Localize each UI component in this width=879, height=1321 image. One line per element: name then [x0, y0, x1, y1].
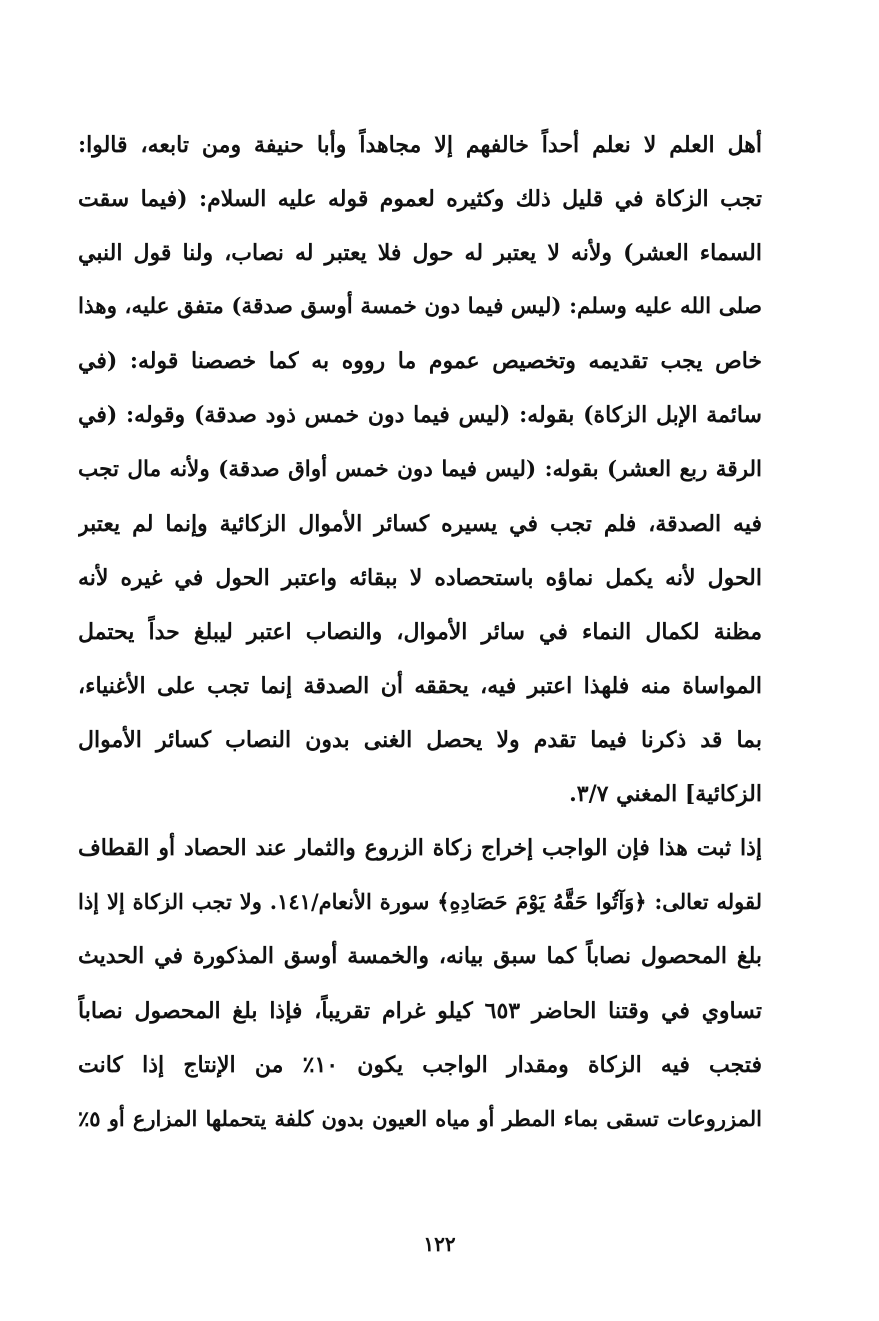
text-line: أهل العلم لا نعلم أحداً خالفهم إلا مجاهداً وأبا حنيفة ومن تابعه، قالوا: [78, 132, 762, 158]
text-line: خاص يجب تقديمه وتخصيص عموم ما رووه به كما خصصنا قوله: (في [78, 348, 762, 375]
text-line: فيه الصدقة، فلم تجب في يسيره كسائر الأموال الزكائية وإنما لم يعتبر [78, 510, 762, 537]
text-line: الرقة ربع العشر) بقوله: (ليس فيما دون خمس أواق صدقة) ولأنه مال تجب [78, 456, 762, 482]
text-line: فتجب فيه الزكاة ومقدار الواجب يكون ١٠٪ من الإنتاج إذا كانت [78, 1051, 762, 1078]
page-number: ١٢٢ [423, 1232, 456, 1256]
text-line: الزكائية] المغني ٣/٧. [569, 781, 762, 808]
text-line: إذا ثبت هذا فإن الواجب إخراج زكاة الزروع والثمار عند الحصاد أو القطاف [78, 835, 762, 862]
text-line: تساوي في وقتنا الحاضر ٦٥٣ كيلو غرام تقريباً، فإذا بلغ المحصول نصاباً [78, 997, 762, 1024]
text-line: سائمة الإبل الزكاة) بقوله: (ليس فيما دون خمس ذود صدقة) وقوله: (في [78, 402, 762, 429]
body-text [78, 118, 762, 1146]
text-line: بلغ المحصول نصاباً كما سبق بيانه، والخمسة أوسق المذكورة في الحديث [78, 943, 762, 970]
text-line: الحول لأنه يكمل نماؤه باستحصاده لا ببقائه واعتبر الحول في غيره لأنه [78, 564, 762, 591]
text-line: تجب الزكاة في قليل ذلك وكثيره لعموم قوله عليه السلام: (فيما سقت [78, 186, 762, 213]
text-line: صلى الله عليه وسلم: (ليس فيما دون خمسة أوسق صدقة) متفق عليه، وهذا [78, 294, 762, 320]
text-line: المواساة منه فلهذا اعتبر فيه، يحققه أن الصدقة إنما تجب على الأغنياء، [78, 672, 762, 699]
text-line: السماء العشر) ولأنه لا يعتبر له حول فلا يعتبر له نصاب، ولنا قول النبي [78, 240, 762, 267]
text-line: المزروعات تسقى بماء المطر أو مياه العيون بدون كلفة يتحملها المزارع أو ٥٪ [78, 1105, 762, 1131]
text-line: لقوله تعالى: ﴿وَآتُوا حَقَّهُ يَوْمَ حَصَادِهِ﴾ سورة الأنعام/١٤١. ولا تجب الزكاة إلا إذا [78, 889, 762, 915]
text-line: بما قد ذكرنا فيما تقدم ولا يحصل الغنى بدون النصاب كسائر الأموال [78, 727, 762, 754]
text-line: مظنة لكمال النماء في سائر الأموال، والنصاب اعتبر ليبلغ حداً يحتمل [78, 618, 762, 645]
